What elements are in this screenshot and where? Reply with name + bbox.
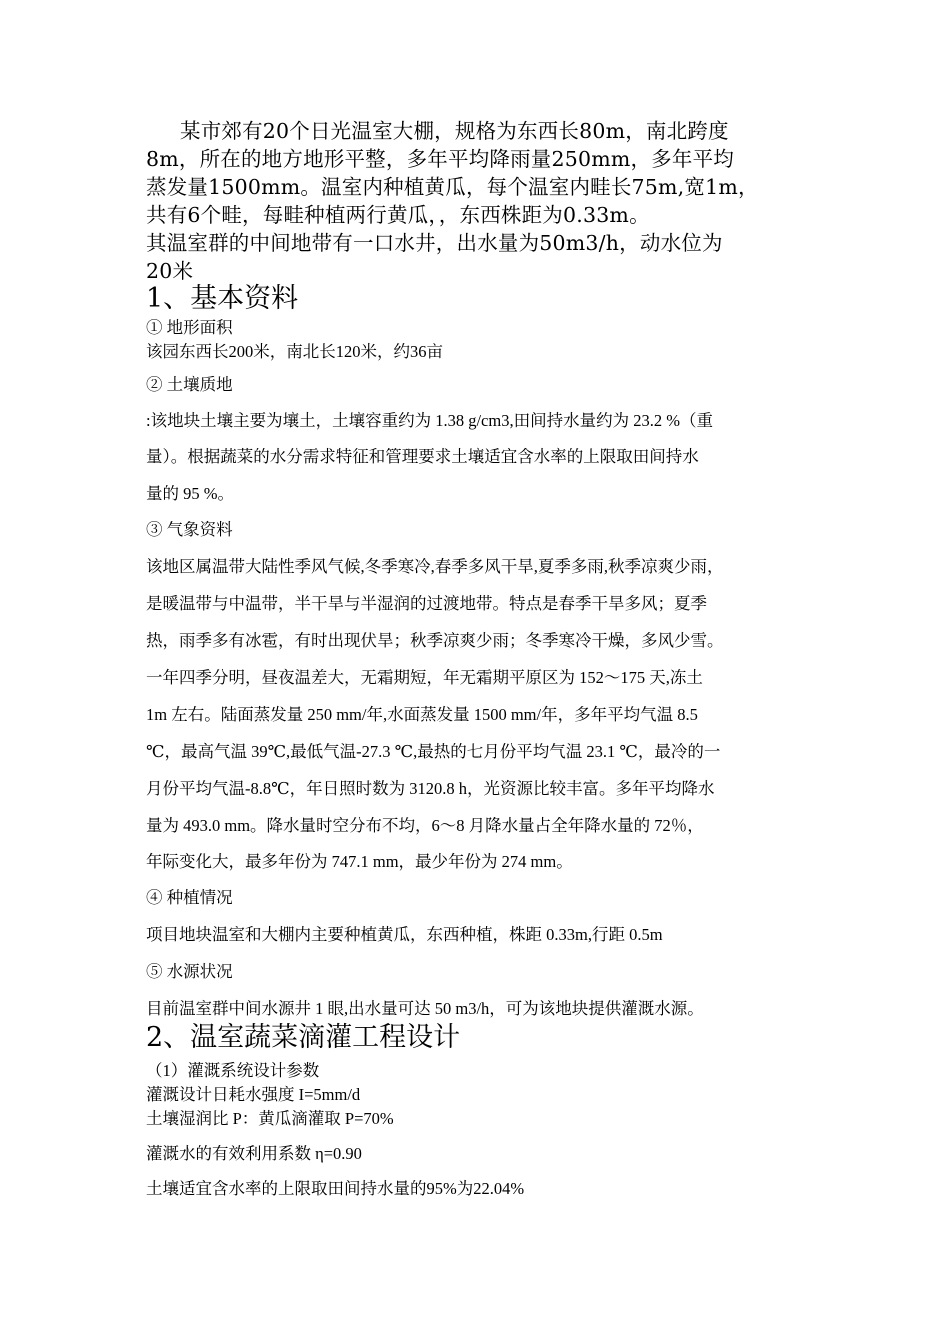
param-line: 土壤湿润比 P：黄瓜滴灌取 P=70% [146, 1109, 394, 1128]
intro-line: 某市郊有20个日光温室大棚，规格为东西长80m，南北跨度 [180, 119, 729, 143]
water-source-text: 目前温室群中间水源井 1 眼,出水量可达 50 m3/h，可为该地块提供灌溉水源。 [146, 999, 704, 1018]
intro-line: 蒸发量1500mm。温室内种植黄瓜，每个温室内畦长75m,宽1m， [146, 175, 759, 199]
terrain-text: 该园东西长200米，南北长120米，约36亩 [146, 342, 443, 361]
param-line: 灌溉设计日耗水强度 I=5mm/d [146, 1085, 361, 1104]
soil-subheading: ② 土壤质地 [146, 375, 233, 394]
climate-line: 月份平均气温-8.8℃，年日照时数为 3120.8 h，光资源比较丰富。多年平均降水 [146, 779, 715, 798]
climate-line: 量为 493.0 mm。降水量时空分布不均，6～8 月降水量占全年降水量的 72％， [146, 816, 704, 835]
section2-heading: 2、温室蔬菜滴灌工程设计 [146, 1022, 461, 1053]
intro-line: 8m，所在的地方地形平整，多年平均降雨量250mm，多年平均 [146, 147, 734, 171]
climate-line: ℃，最高气温 39℃,最低气温-27.3 ℃,最热的七月份平均气温 23.1 ℃，最冷的一 [146, 742, 721, 761]
climate-line: 该地区属温带大陆性季风气候,冬季寒冷,春季多风干旱,夏季多雨,秋季凉爽少雨， [146, 557, 724, 576]
param-line: 灌溉水的有效利用系数 η=0.90 [146, 1144, 362, 1163]
climate-line: 一年四季分明，昼夜温差大，无霜期短，年无霜期平原区为 152～175 天,冻土 [146, 668, 703, 687]
climate-line: 1m 左右。陆面蒸发量 250 mm/年,水面蒸发量 1500 mm/年，多年平均气温 8.5 [146, 705, 698, 724]
planting-subheading: ④ 种植情况 [146, 888, 233, 907]
intro-line: 20米 [146, 259, 194, 283]
intro-line: 共有6个畦，每畦种植两行黄瓜，，东西株距为0.33m。 [146, 203, 650, 227]
water-source-subheading: ⑤ 水源状况 [146, 962, 233, 981]
climate-line: 是暖温带与中温带，半干旱与半湿润的过渡地带。特点是春季干旱多风；夏季 [146, 594, 707, 613]
soil-line: 量的 95 %。 [146, 484, 234, 503]
params-subheading: （1）灌溉系统设计参数 [146, 1061, 320, 1080]
section1-heading: 1、基本资料 [146, 283, 299, 314]
planting-text: 项目地块温室和大棚内主要种植黄瓜，东西种植，株距 0.33m,行距 0.5m [146, 925, 663, 944]
climate-line: 热，雨季多有冰雹，有时出现伏旱；秋季凉爽少雨；冬季寒冷干燥，多风少雪。 [146, 631, 724, 650]
climate-subheading: ③ 气象资料 [146, 520, 233, 539]
soil-line: 量）。根据蔬菜的水分需求特征和管理要求土壤适宜含水率的上限取田间持水 [146, 447, 699, 466]
terrain-subheading: ① 地形面积 [146, 318, 233, 337]
climate-line: 年际变化大，最多年份为 747.1 mm，最少年份为 274 mm。 [146, 852, 573, 871]
soil-line: :该地块土壤主要为壤土，土壤容重约为 1.38 g/cm3,田间持水量约为 23.2 %（重 [146, 411, 713, 430]
intro-line: 其温室群的中间地带有一口水井，出水量为50m3/h，动水位为 [146, 231, 723, 255]
intro-block [146, 117, 816, 285]
param-line: 土壤适宜含水率的上限取田间持水量的95%为22.04% [146, 1179, 525, 1198]
